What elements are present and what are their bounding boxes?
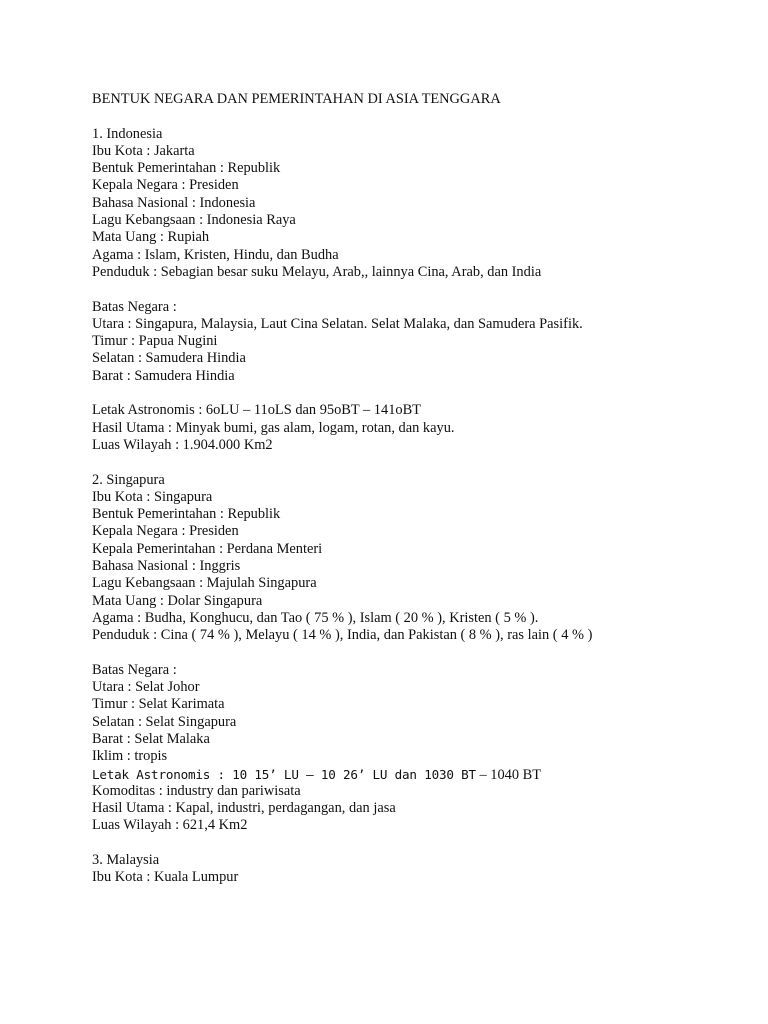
singapura-currency: Mata Uang : Dolar Singapura — [92, 592, 263, 609]
singapura-astronomical-location-end: – 1040 BT — [475, 766, 542, 783]
indonesia-border-south: Selatan : Samudera Hindia — [92, 350, 246, 367]
singapura-area: Luas Wilayah : 621,4 Km2 — [92, 817, 248, 834]
singapura-commodities: Komoditas : industry dan pariwisata — [92, 782, 301, 799]
section-heading-indonesia: 1. Indonesia — [92, 125, 163, 142]
document-body — [92, 91, 732, 887]
singapura-language: Bahasa Nasional : Inggris — [92, 558, 241, 575]
singapura-government: Bentuk Pemerintahan : Republik — [92, 506, 281, 523]
indonesia-border-west: Barat : Samudera Hindia — [92, 367, 235, 384]
blank-line — [92, 835, 732, 852]
indonesia-religion: Agama : Islam, Kristen, Hindu, dan Budha — [92, 246, 339, 263]
singapura-astronomical-location-main: Letak Astronomis : 10 15’ LU – 10 26’ LU dan 1030 BT — [92, 766, 476, 782]
indonesia-capital: Ibu Kota : Jakarta — [92, 142, 195, 159]
indonesia-area: Luas Wilayah : 1.904.000 Km2 — [92, 436, 273, 453]
indonesia-currency: Mata Uang : Rupiah — [92, 229, 210, 246]
singapura-astronomical-location — [92, 766, 732, 783]
blank-line — [92, 108, 732, 125]
singapura-border-north: Utara : Selat Johor — [92, 679, 200, 696]
section-heading-malaysia: 3. Malaysia — [92, 852, 160, 869]
singapura-anthem: Lagu Kebangsaan : Majulah Singapura — [92, 575, 317, 592]
indonesia-border-north: Utara : Singapura, Malaysia, Laut Cina Selatan. Selat Malaka, dan Samudera Pasifik. — [92, 315, 583, 332]
singapura-climate: Iklim : tropis — [92, 748, 168, 765]
singapura-head-of-government: Kepala Pemerintahan : Perdana Menteri — [92, 540, 323, 557]
indonesia-main-products: Hasil Utama : Minyak bumi, gas alam, logam, rotan, dan kayu. — [92, 419, 455, 436]
singapura-border-east: Timur : Selat Karimata — [92, 696, 225, 713]
malaysia-capital: Ibu Kota : Kuala Lumpur — [92, 869, 239, 886]
document-title: BENTUK NEGARA DAN PEMERINTAHAN DI ASIA TENGGARA — [92, 91, 501, 107]
indonesia-head-of-state: Kepala Negara : Presiden — [92, 177, 239, 194]
singapura-main-products: Hasil Utama : Kapal, industri, perdagangan, dan jasa — [92, 800, 396, 817]
singapura-head-of-state: Kepala Negara : Presiden — [92, 523, 239, 540]
blank-line — [92, 645, 732, 662]
blank-line — [92, 281, 732, 298]
singapura-religion: Agama : Budha, Konghucu, dan Tao ( 75 % ), Islam ( 20 % ), Kristen ( 5 % ). — [92, 609, 539, 626]
indonesia-anthem: Lagu Kebangsaan : Indonesia Raya — [92, 212, 296, 229]
singapura-capital: Ibu Kota : Singapura — [92, 488, 213, 505]
indonesia-government: Bentuk Pemerintahan : Republik — [92, 160, 281, 177]
singapura-population: Penduduk : Cina ( 74 % ), Melayu ( 14 % ), India, dan Pakistan ( 8 % ), ras lain ( 4 % ) — [92, 627, 593, 644]
indonesia-border-east: Timur : Papua Nugini — [92, 333, 218, 350]
blank-line — [92, 385, 732, 402]
section-heading-singapura: 2. Singapura — [92, 471, 165, 488]
singapura-border-south: Selatan : Selat Singapura — [92, 713, 237, 730]
indonesia-astronomical-location: Letak Astronomis : 6oLU – 11oLS dan 95oBT – 141oBT — [92, 402, 421, 419]
singapura-borders-heading: Batas Negara : — [92, 661, 177, 678]
indonesia-language: Bahasa Nasional : Indonesia — [92, 194, 256, 211]
blank-line — [92, 454, 732, 471]
indonesia-population: Penduduk : Sebagian besar suku Melayu, Arab,, lainnya Cina, Arab, dan India — [92, 263, 542, 280]
indonesia-borders-heading: Batas Negara : — [92, 298, 177, 315]
singapura-border-west: Barat : Selat Malaka — [92, 730, 210, 747]
